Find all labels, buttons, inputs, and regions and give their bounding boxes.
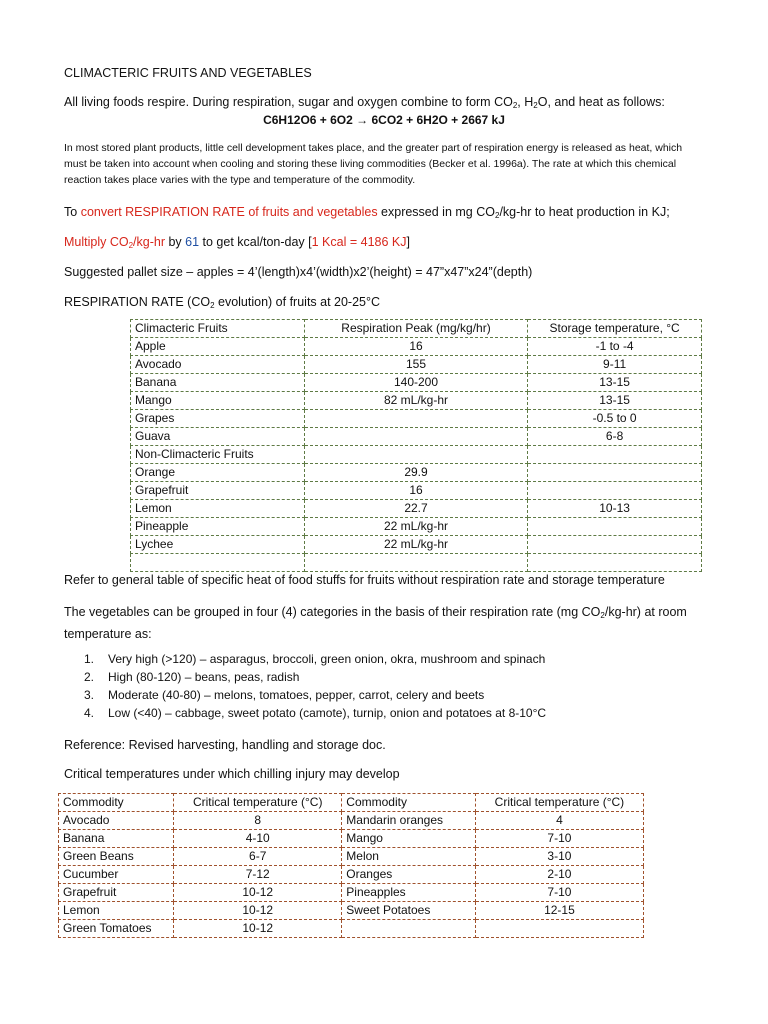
table-row xyxy=(131,392,702,410)
table-cell: Mandarin oranges xyxy=(342,812,476,830)
pallet-size-line: Suggested pallet size – apples = 4’(length)x4’(width)x2’(height) = 47”x47”x24”(depth) xyxy=(64,265,533,279)
table-row xyxy=(131,464,702,482)
vegetable-category-list xyxy=(84,650,546,722)
table-cell xyxy=(528,518,702,536)
table-cell xyxy=(131,554,305,572)
table-row xyxy=(131,428,702,446)
table-row xyxy=(131,518,702,536)
list-text: High (80-120) – beans, peas, radish xyxy=(108,670,300,684)
table-row xyxy=(131,482,702,500)
table-cell: Grapefruit xyxy=(131,482,305,500)
sub-2f: 2 xyxy=(600,611,605,620)
table-cell xyxy=(304,554,527,572)
vegetable-intro xyxy=(64,603,704,643)
conv-rest: /kg-hr to heat production in KJ; xyxy=(499,205,670,219)
table-cell: Pineapples xyxy=(342,884,476,902)
table-cell: 155 xyxy=(304,356,527,374)
table-row xyxy=(131,356,702,374)
table-cell: Pineapple xyxy=(131,518,305,536)
conv-expressed: expressed in mg CO xyxy=(377,205,495,219)
conv-highlight: convert RESPIRATION RATE of fruits and vegetables xyxy=(80,205,378,219)
list-text: Moderate (40-80) – melons, tomatoes, pepper, carrot, celery and beets xyxy=(108,688,485,702)
respiration-heading xyxy=(64,295,380,310)
table-cell: -0.5 to 0 xyxy=(528,410,702,428)
table-cell: Grapefruit xyxy=(59,884,174,902)
table-cell: Grapes xyxy=(131,410,305,428)
sub-2a: 2 xyxy=(512,101,518,110)
sub-2b: 2 xyxy=(533,101,538,110)
table-cell: 4 xyxy=(475,812,643,830)
list-item xyxy=(84,686,546,704)
header-cell: Critical temperature (°C) xyxy=(174,794,342,812)
list-item xyxy=(84,650,546,668)
mult-kcal: 1 Kcal = 4186 KJ xyxy=(311,235,407,249)
table-cell: Orange xyxy=(131,464,305,482)
veg-intro-b: /kg-hr) at room temperature as: xyxy=(64,605,687,641)
table-cell: 12-15 xyxy=(475,902,643,920)
table-cell: 10-12 xyxy=(174,884,342,902)
table-cell: 2-10 xyxy=(475,866,643,884)
table-cell: 4-10 xyxy=(174,830,342,848)
critical-temperature-table xyxy=(58,793,644,938)
table-row xyxy=(131,554,702,572)
list-number: 4. xyxy=(84,706,95,720)
table-cell: 13-15 xyxy=(528,374,702,392)
multiply-line xyxy=(64,235,410,250)
header-cell: Commodity xyxy=(342,794,476,812)
table-row xyxy=(131,338,702,356)
table-header-row xyxy=(131,320,702,338)
table-row xyxy=(59,812,644,830)
table-cell: Sweet Potatoes xyxy=(342,902,476,920)
table-cell: 22 mL/kg-hr xyxy=(304,536,527,554)
sub-2c: 2 xyxy=(494,211,500,220)
table-cell: Avocado xyxy=(131,356,305,374)
table-row xyxy=(59,848,644,866)
table-cell: Avocado xyxy=(59,812,174,830)
refer-note: Refer to general table of specific heat of food stuffs for fruits without respiration rate and storage temperature xyxy=(64,573,665,587)
header-cell: Critical temperature (°C) xyxy=(475,794,643,812)
table-cell: Oranges xyxy=(342,866,476,884)
table-cell: Lemon xyxy=(59,902,174,920)
table-row xyxy=(131,536,702,554)
table-cell xyxy=(304,428,527,446)
table-cell xyxy=(304,410,527,428)
table-cell: Lychee xyxy=(131,536,305,554)
table-cell: 7-10 xyxy=(475,884,643,902)
list-item xyxy=(84,704,546,722)
table-cell: Green Tomatoes xyxy=(59,920,174,938)
list-text: Very high (>120) – asparagus, broccoli, green onion, okra, mushroom and spinach xyxy=(108,652,546,666)
intro-paragraph: In most stored plant products, little cell development takes place, and the greater part of respiration energy is released as heat, which must be taken into account when cooling and storing these living commodities (Becker et al. 1996a). The rate at which this chemical reaction takes place varies with the type and temperature of the commodity. xyxy=(64,142,683,186)
table-row xyxy=(59,902,644,920)
table-cell xyxy=(528,446,702,464)
table-cell: Mango xyxy=(342,830,476,848)
table-cell: 10-12 xyxy=(174,902,342,920)
table-cell: Green Beans xyxy=(59,848,174,866)
intro-text-a: All living foods respire. During respiration, sugar and oxygen combine to form CO xyxy=(64,95,513,109)
list-item xyxy=(84,668,546,686)
table-cell: 7-12 xyxy=(174,866,342,884)
respiration-table xyxy=(130,319,702,572)
table-row xyxy=(59,920,644,938)
table-cell: Guava xyxy=(131,428,305,446)
table-cell: Banana xyxy=(131,374,305,392)
table-cell xyxy=(528,482,702,500)
table-cell: 22.7 xyxy=(304,500,527,518)
table-cell: 6-8 xyxy=(528,428,702,446)
table-cell xyxy=(528,554,702,572)
mult-by: by xyxy=(165,235,186,249)
table-cell xyxy=(304,446,527,464)
table-header-row xyxy=(59,794,644,812)
table-cell: Mango xyxy=(131,392,305,410)
sub-2d: 2 xyxy=(128,241,134,250)
table-row xyxy=(131,410,702,428)
mult-to-get: to get kcal/ton-day [ xyxy=(199,235,312,249)
table-cell: 22 mL/kg-hr xyxy=(304,518,527,536)
table-row xyxy=(131,446,702,464)
intro-text-c: O, and heat as follows: xyxy=(537,95,665,109)
table-cell: 29.9 xyxy=(304,464,527,482)
table-row xyxy=(59,830,644,848)
mult-unit: /kg-hr xyxy=(133,235,165,249)
table-cell: -1 to -4 xyxy=(528,338,702,356)
resp-heading-a: RESPIRATION RATE (CO xyxy=(64,295,211,309)
list-number: 1. xyxy=(84,652,95,666)
mult-text: Multiply CO xyxy=(64,235,129,249)
table-row xyxy=(59,884,644,902)
table-cell: 9-11 xyxy=(528,356,702,374)
resp-heading-b: evolution) of fruits at 20-25°C xyxy=(214,295,381,309)
list-text: Low (<40) – cabbage, sweet potato (camote), turnip, onion and potatoes at 8-10°C xyxy=(108,706,547,720)
document-title: CLIMACTERIC FRUITS AND VEGETABLES xyxy=(64,66,312,80)
table-cell xyxy=(475,920,643,938)
table-cell: 7-10 xyxy=(475,830,643,848)
conv-to: To xyxy=(64,205,81,219)
table-cell xyxy=(528,536,702,554)
table-cell: 3-10 xyxy=(475,848,643,866)
table-cell xyxy=(342,920,476,938)
intro-text-b: , H xyxy=(517,95,534,109)
table-cell: 13-15 xyxy=(528,392,702,410)
table-cell: 16 xyxy=(304,338,527,356)
table-row xyxy=(59,866,644,884)
mult-factor: 61 xyxy=(185,235,200,249)
table-cell: Melon xyxy=(342,848,476,866)
table-cell: Banana xyxy=(59,830,174,848)
table-cell: 16 xyxy=(304,482,527,500)
critical-temp-heading: Critical temperatures under which chilling injury may develop xyxy=(64,767,400,781)
intro-line xyxy=(64,95,704,110)
list-number: 3. xyxy=(84,688,95,702)
table-cell: Apple xyxy=(131,338,305,356)
header-cell: Storage temperature, °C xyxy=(528,320,702,338)
table-cell: 82 mL/kg-hr xyxy=(304,392,527,410)
table-cell: 8 xyxy=(174,812,342,830)
table-cell: Cucumber xyxy=(59,866,174,884)
respiration-equation: C6H12O6 + 6O2 → 6CO2 + 6H2O + 2667 kJ xyxy=(263,113,505,127)
table-cell: 10-12 xyxy=(174,920,342,938)
header-cell: Respiration Peak (mg/kg/hr) xyxy=(304,320,527,338)
list-number: 2. xyxy=(84,670,95,684)
table-cell: 10-13 xyxy=(528,500,702,518)
header-cell: Climacteric Fruits xyxy=(131,320,305,338)
mult-close: ] xyxy=(406,235,410,249)
table-cell: 6-7 xyxy=(174,848,342,866)
table-cell: 140-200 xyxy=(304,374,527,392)
table-row xyxy=(131,374,702,392)
table-cell xyxy=(528,464,702,482)
veg-intro-a: The vegetables can be grouped in four (4) categories in the basis of their respiration rate (mg CO xyxy=(64,605,601,619)
reference-line: Reference: Revised harvesting, handling and storage doc. xyxy=(64,738,386,752)
sub-2e: 2 xyxy=(210,301,215,310)
conversion-line xyxy=(64,205,704,220)
table-row xyxy=(131,500,702,518)
table-cell: Non-Climacteric Fruits xyxy=(131,446,305,464)
header-cell: Commodity xyxy=(59,794,174,812)
table-cell: Lemon xyxy=(131,500,305,518)
